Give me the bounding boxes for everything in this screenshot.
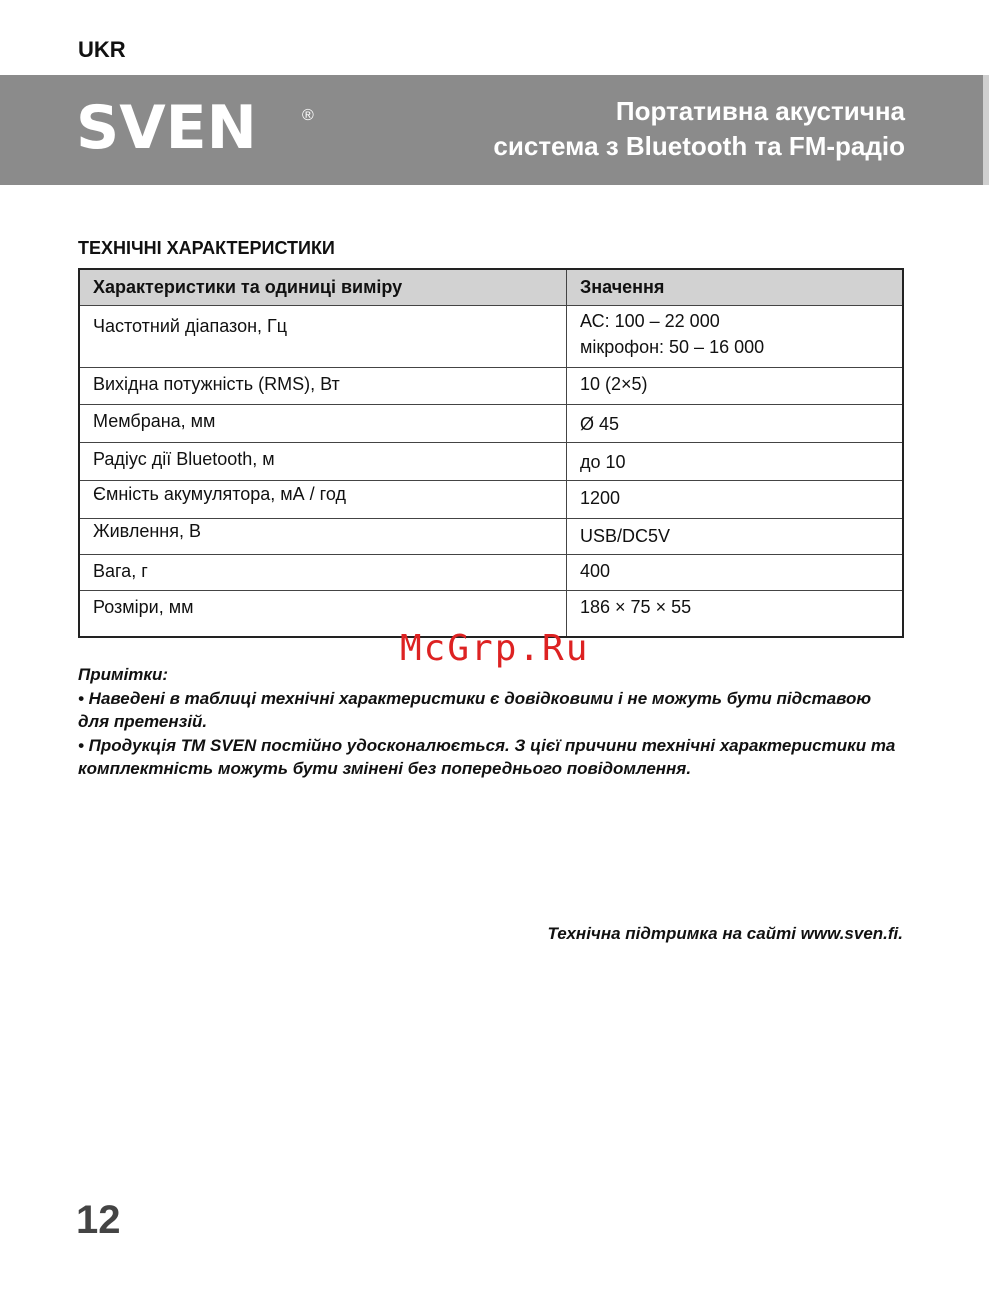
page-number: 12 bbox=[76, 1198, 121, 1242]
table-row bbox=[79, 368, 903, 405]
note-item: • Продукція TM SVEN постійно удосконалюється. З цієї причини технічні характеристики та комплектність можуть бути змінені без попереднього повідомлення. bbox=[78, 735, 896, 778]
table-header-row bbox=[79, 269, 903, 306]
spec-value-line: АС: 100 – 22 000 bbox=[580, 311, 720, 331]
table-row bbox=[79, 555, 903, 591]
spec-name: Вихідна потужність (RMS), Вт bbox=[79, 368, 567, 405]
spec-name: Радіус дії Bluetooth, м bbox=[79, 443, 567, 481]
product-title-line-1: Портативна акустична bbox=[615, 96, 905, 126]
spec-name: Ємність акумулятора, мА / год bbox=[79, 481, 567, 519]
table-row bbox=[79, 519, 903, 555]
spec-value: 10 (2×5) bbox=[567, 368, 904, 405]
spec-name: Частотний діапазон, Гц bbox=[79, 306, 567, 368]
spec-value: 1200 bbox=[567, 481, 904, 519]
spec-name: Мембрана, мм bbox=[79, 405, 567, 443]
support-line: Технічна підтримка на сайті www.sven.fi. bbox=[547, 924, 903, 943]
watermark: McGrp.Ru bbox=[400, 628, 590, 669]
header-characteristic: Характеристики та одиниці виміру bbox=[79, 269, 567, 306]
spec-value: USB/DC5V bbox=[567, 519, 904, 555]
header-value: Значення bbox=[567, 269, 904, 306]
table-row bbox=[79, 306, 903, 368]
specs-table bbox=[78, 268, 904, 638]
language-code: UKR bbox=[78, 37, 126, 62]
notes-block bbox=[78, 663, 906, 781]
product-title bbox=[493, 94, 905, 164]
spec-name: Живлення, В bbox=[79, 519, 567, 555]
sven-logo: SVEN bbox=[76, 93, 257, 163]
spec-value: Ø 45 bbox=[567, 405, 904, 443]
spec-name: Розміри, мм bbox=[79, 591, 567, 637]
spec-value: 186 × 75 × 55 bbox=[567, 591, 904, 637]
spec-value bbox=[567, 306, 904, 368]
section-title: ТЕХНІЧНІ ХАРАКТЕРИСТИКИ bbox=[78, 238, 335, 258]
spec-value-line: мікрофон: 50 – 16 000 bbox=[580, 337, 765, 357]
table-row bbox=[79, 443, 903, 481]
product-title-line-2: система з Bluetooth та FM-радіо bbox=[493, 131, 905, 161]
note-item: • Наведені в таблиці технічні характеристики є довідковими і не можуть бути підставою для претензій. bbox=[78, 688, 872, 731]
registered-mark: ® bbox=[302, 107, 314, 124]
table-row bbox=[79, 481, 903, 519]
spec-value: 400 bbox=[567, 555, 904, 591]
notes-title: Примітки: bbox=[78, 665, 169, 684]
spec-value: до 10 bbox=[567, 443, 904, 481]
spec-name: Вага, г bbox=[79, 555, 567, 591]
table-row bbox=[79, 405, 903, 443]
